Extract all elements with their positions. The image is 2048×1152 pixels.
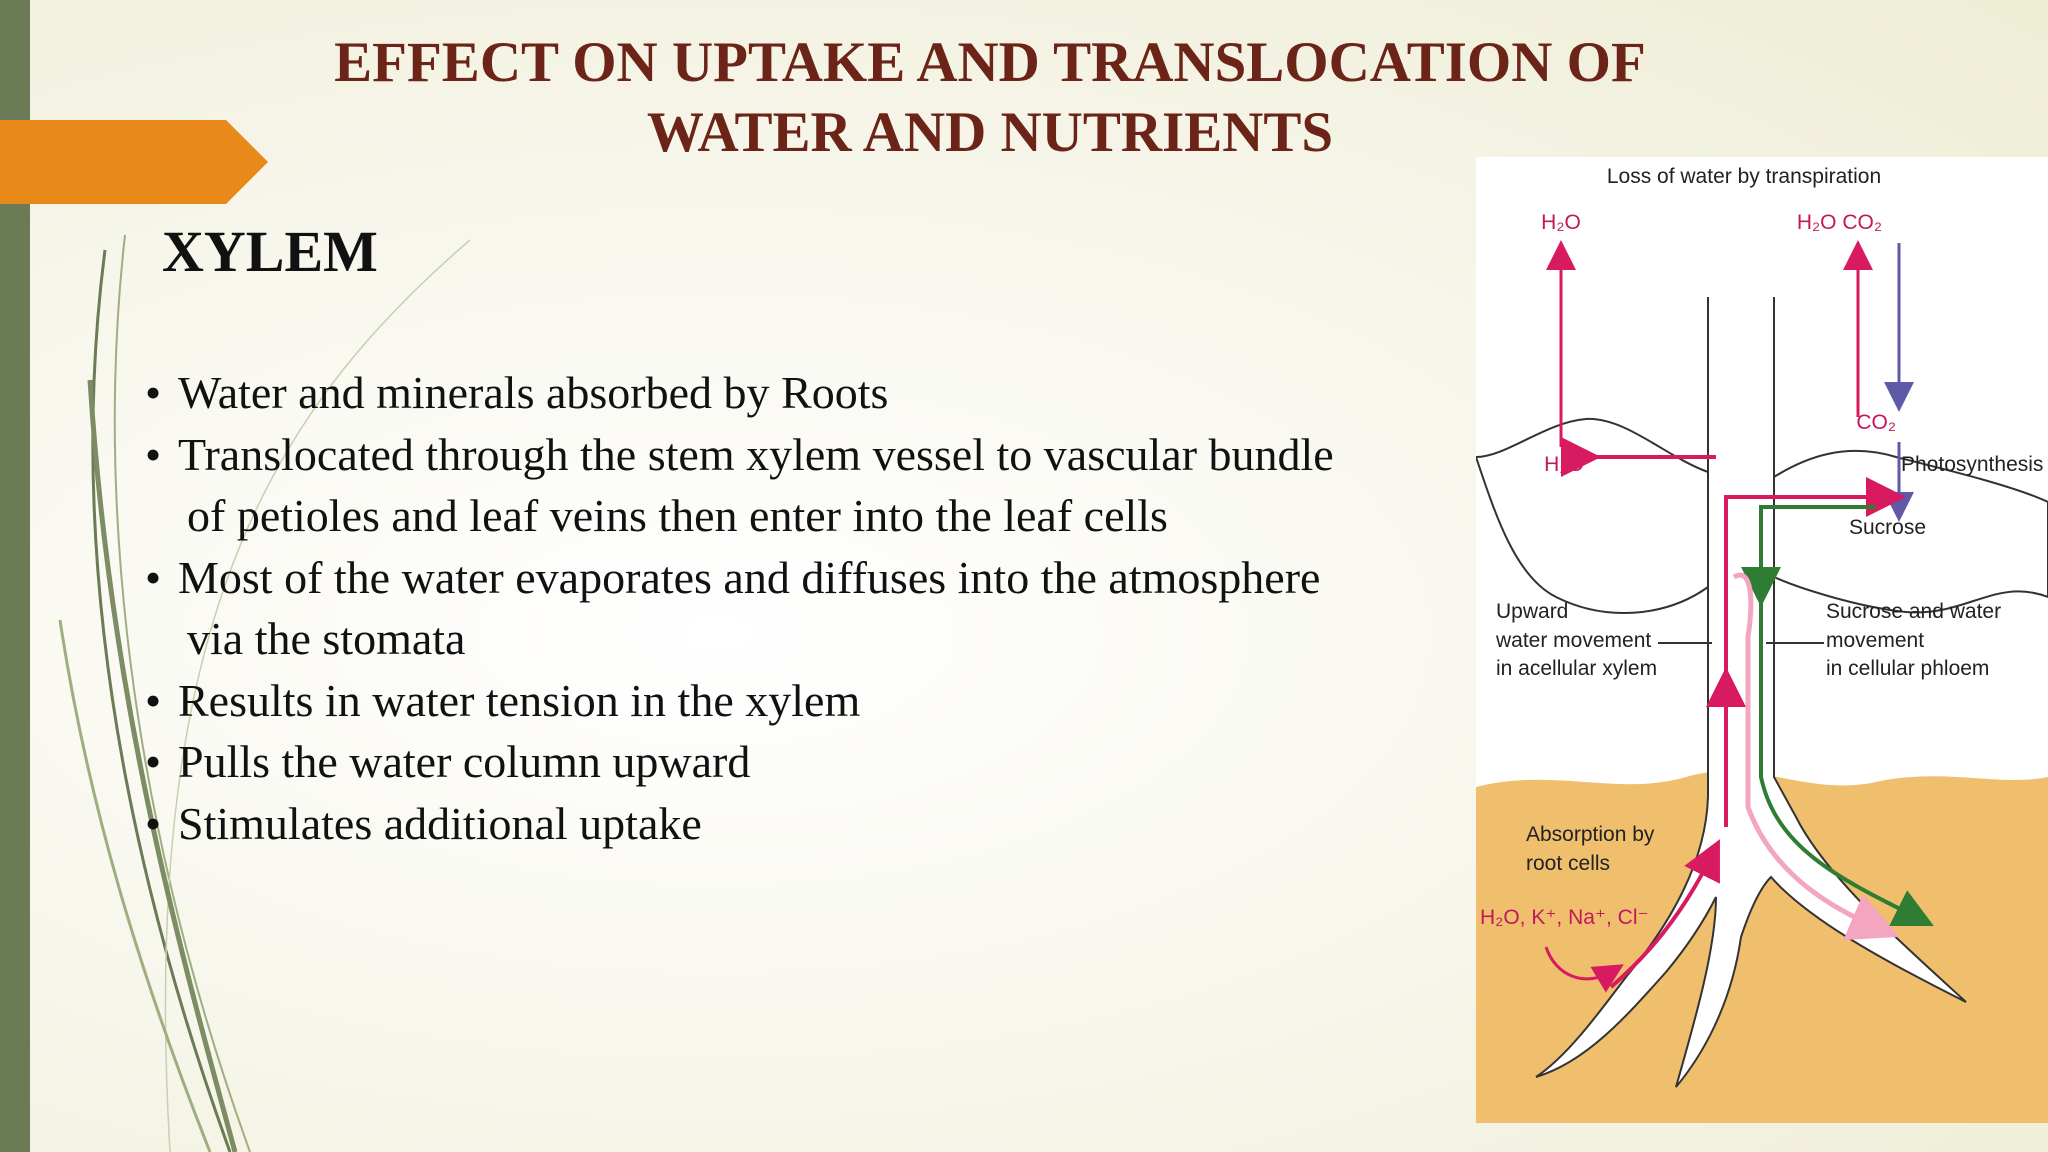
- bullet-dot: •: [145, 551, 162, 603]
- bullet-list: [145, 362, 1475, 854]
- bullet-dot: •: [145, 367, 162, 418]
- absorption-label-line-1: Absorption by: [1526, 823, 1655, 846]
- bullet-continuation: [145, 608, 1475, 670]
- diagram-svg: [1476, 157, 2048, 1123]
- bullet-text: Translocated through the stem xylem vessel to vascular bundle: [178, 428, 1334, 480]
- bullet-item: [145, 424, 1475, 486]
- xylem-label-line-3: in acellular xylem: [1496, 657, 1658, 680]
- co2-label: CO₂: [1856, 411, 1896, 434]
- transpiration-label: Loss of water by transpiration: [1606, 165, 1882, 188]
- ions-label: H₂O, K⁺, Na⁺, Cl⁻: [1480, 906, 1649, 929]
- bullet-text: Water and minerals absorbed by Roots: [178, 367, 889, 418]
- plant-transport-diagram: [1476, 157, 2048, 1123]
- h2o-top-label: H₂O: [1541, 211, 1581, 234]
- phloem-label-line-2: movement: [1826, 629, 1925, 652]
- slide-title: [250, 28, 1730, 168]
- orange-tab-arrow: [0, 120, 268, 204]
- xylem-label-line-1: Upward: [1496, 600, 1569, 623]
- bullet-text: via the stomata: [187, 613, 466, 664]
- title-line-1: EFFECT ON UPTAKE AND TRANSLOCATION OF: [334, 31, 1646, 94]
- phloem-label-line-1: Sucrose and water: [1826, 600, 2002, 623]
- phloem-label-line-3: in cellular phloem: [1826, 657, 1990, 680]
- bullet-text: Pulls the water column upward: [178, 736, 751, 787]
- h2o-co2-label: H₂O CO₂: [1796, 211, 1882, 234]
- bullet-text: Stimulates additional uptake: [178, 797, 702, 849]
- title-line-2: WATER AND NUTRIENTS: [646, 101, 1334, 164]
- photosynthesis-label: Photosynthesis: [1901, 453, 2044, 476]
- h2o-leaf-label: H₂O: [1544, 453, 1584, 476]
- left-leaf: [1476, 419, 1708, 613]
- section-heading: XYLEM: [162, 219, 378, 284]
- bullet-continuation: [145, 485, 1475, 547]
- bullet-dot: •: [145, 736, 162, 787]
- bullet-item: [145, 793, 1475, 855]
- sucrose-label: Sucrose: [1849, 516, 1927, 539]
- bullet-item: [145, 547, 1475, 609]
- absorption-label-line-2: root cells: [1526, 852, 1611, 875]
- bullet-item: [145, 362, 1475, 424]
- bullet-item: [145, 731, 1475, 793]
- bullet-dot: •: [145, 674, 162, 726]
- bullet-text: of petioles and leaf veins then enter into the leaf cells: [187, 490, 1168, 541]
- bullet-dot: •: [145, 797, 162, 849]
- bullet-text: Results in water tension in the xylem: [178, 674, 861, 726]
- bullet-item: [145, 670, 1475, 732]
- bullet-dot: •: [145, 428, 162, 480]
- bullet-text: Most of the water evaporates and diffuses into the atmosphere: [178, 551, 1321, 603]
- xylem-label-line-2: water movement: [1496, 629, 1652, 652]
